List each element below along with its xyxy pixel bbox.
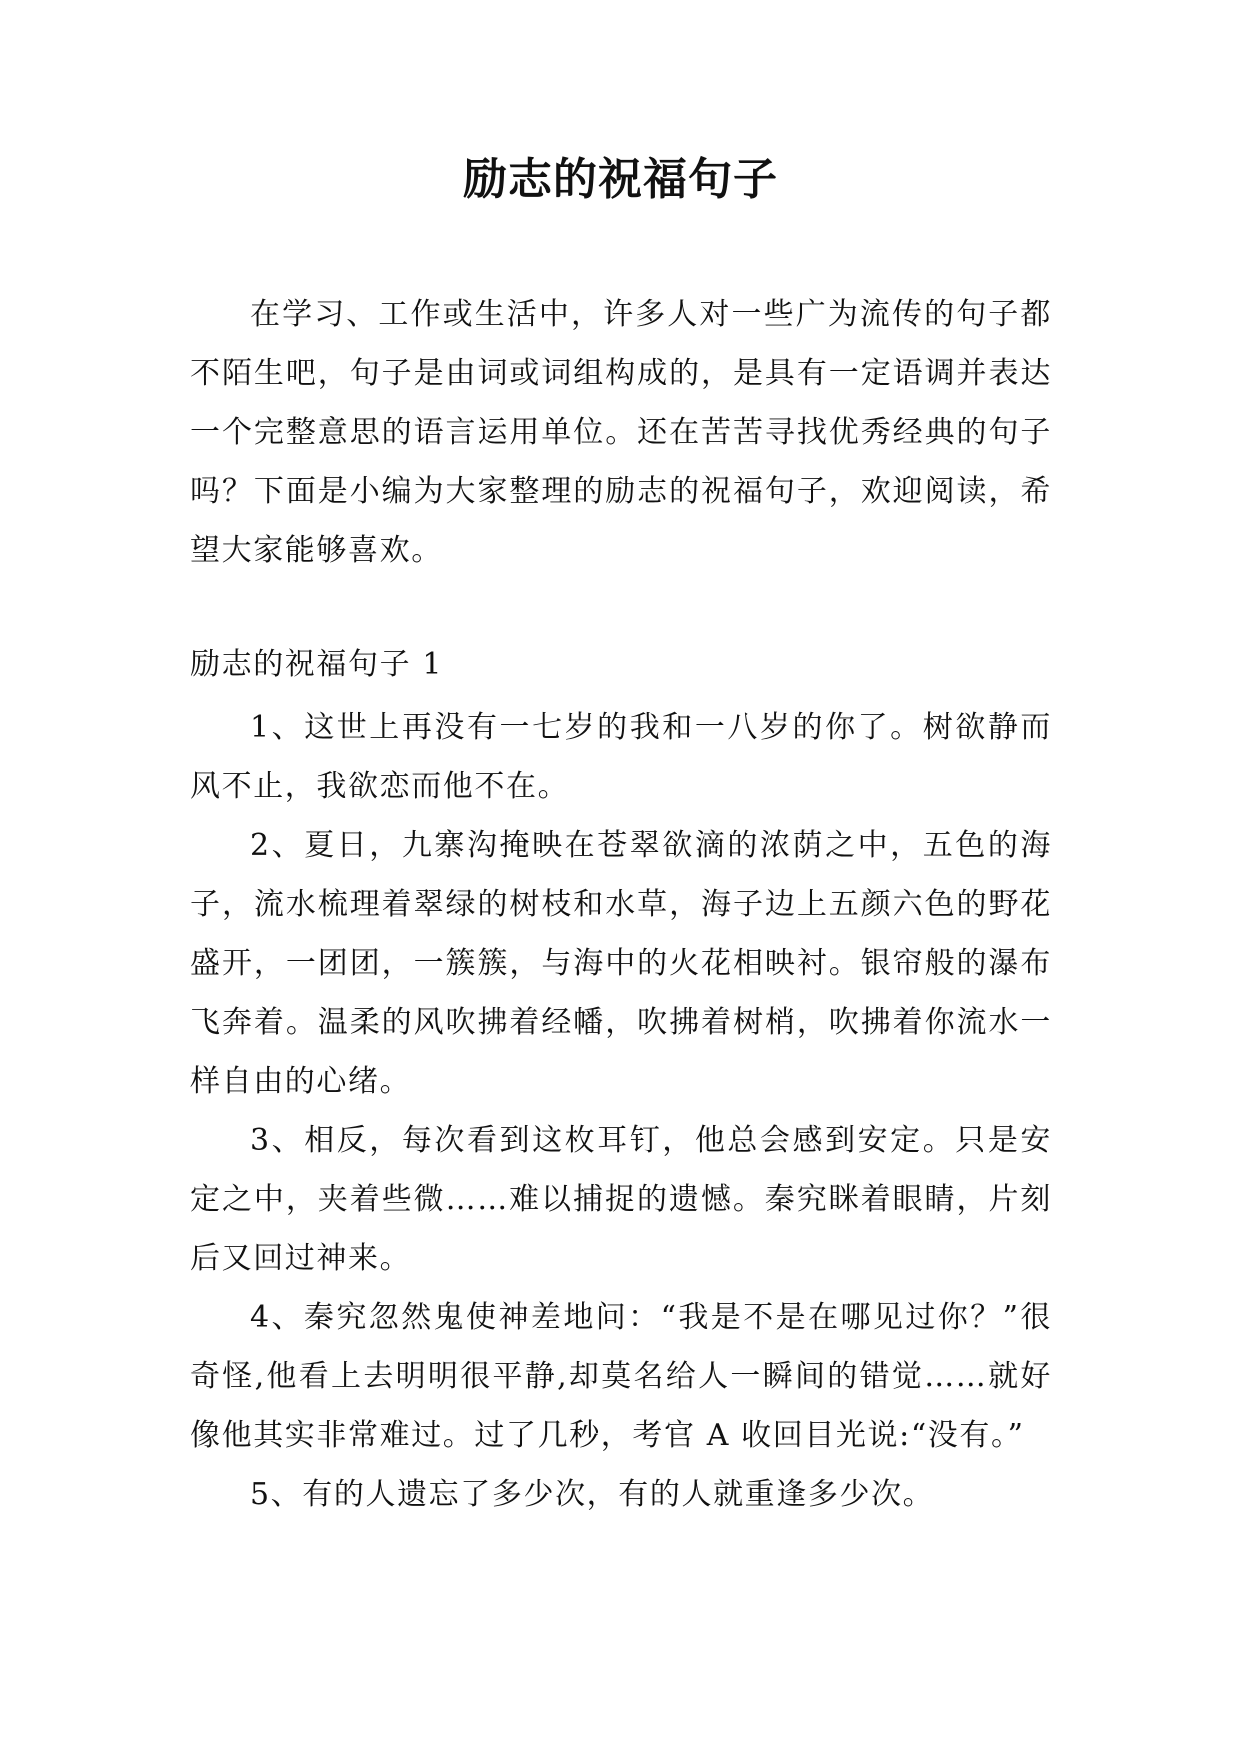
list-item: 2、夏日，九寨沟掩映在苍翠欲滴的浓荫之中，五色的海子，流水梳理着翠绿的树枝和水草，海子边上五颜六色的野花盛开，一团团，一簇簇，与海中的火花相映衬。银帘般的瀑布飞奔着。温柔的风吹拂着经幡，吹拂着树梢，吹拂着你流水一样自由的心绪。 bbox=[190, 828, 1052, 1099]
document-title: 励志的祝福句子 bbox=[463, 154, 778, 205]
list-item: 5、有的人遗忘了多少次，有的人就重逢多少次。 bbox=[250, 1477, 935, 1512]
list-item: 1、这世上再没有一七岁的我和一八岁的你了。树欲静而风不止，我欲恋而他不在。 bbox=[190, 710, 1052, 804]
section-heading: 励志的祝福句子 1 bbox=[190, 647, 444, 682]
item-list bbox=[190, 698, 1052, 1524]
intro-paragraph: 在学习、工作或生活中，许多人对一些广为流传的句子都不陌生吧，句子是由词或词组构成的，是具有一定语调并表达一个完整意思的语言运用单位。还在苦苦寻找优秀经典的句子吗？下面是小编为大家整理的励志的祝福句子，欢迎阅读，希望大家能够喜欢。 bbox=[190, 297, 1052, 568]
list-item: 4、秦究忽然鬼使神差地问：“我是不是在哪见过你？”很奇怪,他看上去明明很平静,却莫名给人一瞬间的错觉……就好像他其实非常难过。过了几秒，考官 A 收回目光说:“没有。” bbox=[190, 1300, 1052, 1453]
list-item: 3、相反，每次看到这枚耳钉，他总会感到安定。只是安定之中，夹着些微……难以捕捉的遗憾。秦究眯着眼睛，片刻后又回过神来。 bbox=[190, 1123, 1052, 1276]
